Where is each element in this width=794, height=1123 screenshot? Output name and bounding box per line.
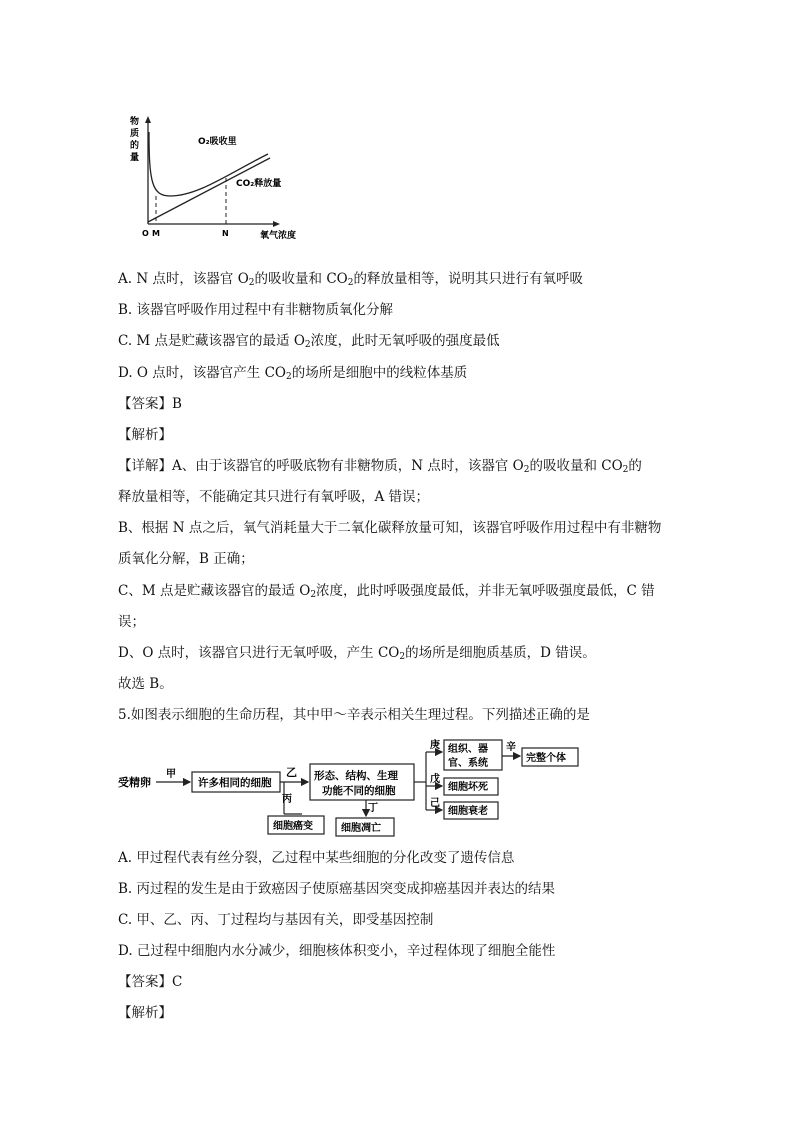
- box-complete-individual-text: 完整个体: [526, 753, 566, 764]
- box-tissue-line2: 官、系统: [448, 758, 488, 769]
- q4-option-b: B. 该器官呼吸作用过程中有非糖物质氧化分解: [118, 302, 394, 318]
- n-point-label: N: [222, 229, 229, 238]
- x-axis-arrow: [273, 221, 280, 227]
- q4-option-a: A. N 点时，该器官 $O_2$的吸收量和 $CO_2$的释放量相等，说明其只进行有氧呼吸: [118, 271, 583, 288]
- label-ji: 己: [430, 798, 440, 809]
- q5-answer: 【答案】C: [118, 974, 183, 990]
- q5-stem: 5.如图表示细胞的生命历程，其中甲～辛表示相关生理过程。下列描述正确的是: [118, 707, 590, 723]
- co2-release-line: [148, 158, 270, 222]
- q4-detail-line-2: 释放量相等，不能确定其只进行有氧呼吸，A 错误；: [118, 489, 430, 505]
- box-tissue-line1: 组织、器: [448, 744, 488, 755]
- q4-detail-line-1: 【详解】A、由于该器官的呼吸底物有非糖物质，N 点时，该器官 $O_2$的吸收量和 $CO_2$的: [118, 458, 642, 475]
- q4-detail-line-6: 误；: [118, 614, 145, 630]
- box-cell-necrosis-text: 细胞坏死: [448, 782, 488, 793]
- q4-option-d: D. O 点时，该器官产生 $CO_2$的场所是细胞中的线粒体基质: [118, 365, 468, 382]
- box-cell-cancer-text: 细胞癌变: [273, 821, 313, 832]
- q4-analysis-heading: 【解析】: [118, 427, 172, 443]
- label-geng: 庚: [430, 740, 440, 751]
- o2-curve-label: O₂吸收里: [198, 137, 237, 147]
- y-axis-label-2: 质: [130, 129, 140, 139]
- q5-option-d: D. 己过程中细胞内水分减少，细胞核体积变小，辛过程体现了细胞全能性: [118, 943, 556, 959]
- q5-option-a: A. 甲过程代表有丝分裂，乙过程中某些细胞的分化改变了遗传信息: [118, 850, 515, 866]
- q5-option-b: B. 丙过程的发生是由于致癌因子使原癌基因突变成抑癌基因并表达的结果: [118, 881, 556, 897]
- y-axis-label-4: 量: [130, 153, 140, 163]
- box-different-cells-line1: 形态、结构、生理: [314, 770, 398, 782]
- q4-detail-line-3: B、根据 N 点之后，氧气消耗量大于二氧化碳释放量可知，该器官呼吸作用过程中有非糖物: [118, 520, 662, 536]
- x-axis-label: 氧气浓度: [260, 231, 297, 241]
- y-axis-label-1: 物: [130, 117, 140, 127]
- box-different-cells-line2: 功能不同的细胞: [322, 785, 396, 797]
- fertilized-egg-label: 受精卵: [118, 776, 151, 789]
- q5-option-c: C. 甲、乙、丙、丁过程均与基因有关，即受基因控制: [118, 912, 434, 928]
- q4-conclusion: 故选 B。: [118, 676, 173, 692]
- label-bing: 丙: [282, 794, 292, 805]
- respiration-graph: [118, 112, 318, 242]
- label-xin: 辛: [506, 742, 516, 753]
- box-cell-aging-text: 细胞衰老: [448, 806, 488, 817]
- y-axis-arrow: [145, 116, 151, 123]
- m-point-label: M: [152, 229, 160, 238]
- q5-analysis-heading: 【解析】: [118, 1005, 172, 1021]
- label-yi: 乙: [286, 766, 297, 779]
- label-ding: 丁: [368, 803, 378, 814]
- q4-option-c: C. M 点是贮藏该器官的最适 $O_2$浓度，此时无氧呼吸的强度最低: [118, 333, 500, 350]
- box-apoptosis-text: 细胞凋亡: [341, 823, 381, 834]
- q4-detail-line-4: 质氧化分解，B 正确；: [118, 551, 254, 567]
- y-axis-label-3: 的: [130, 141, 140, 151]
- label-wu: 戊: [430, 774, 440, 785]
- origin-label: O: [142, 229, 149, 238]
- co2-line-label: CO₂释放量: [236, 179, 282, 189]
- q4-detail-line-5: C、M 点是贮藏该器官的最适 $O_2$浓度，此时呼吸强度最低，并非无氧呼吸强度最低，C 错: [118, 583, 655, 600]
- label-jia: 甲: [166, 769, 176, 780]
- q4-detail-line-7: D、O 点时，该器官只进行无氧呼吸，产生 $CO_2$的场所是细胞质基质，D 错误。: [118, 645, 596, 662]
- q4-answer: 【答案】B: [118, 396, 182, 412]
- cell-life-flow-diagram: [118, 738, 588, 838]
- box-many-same-cells-text: 许多相同的细胞: [198, 777, 272, 789]
